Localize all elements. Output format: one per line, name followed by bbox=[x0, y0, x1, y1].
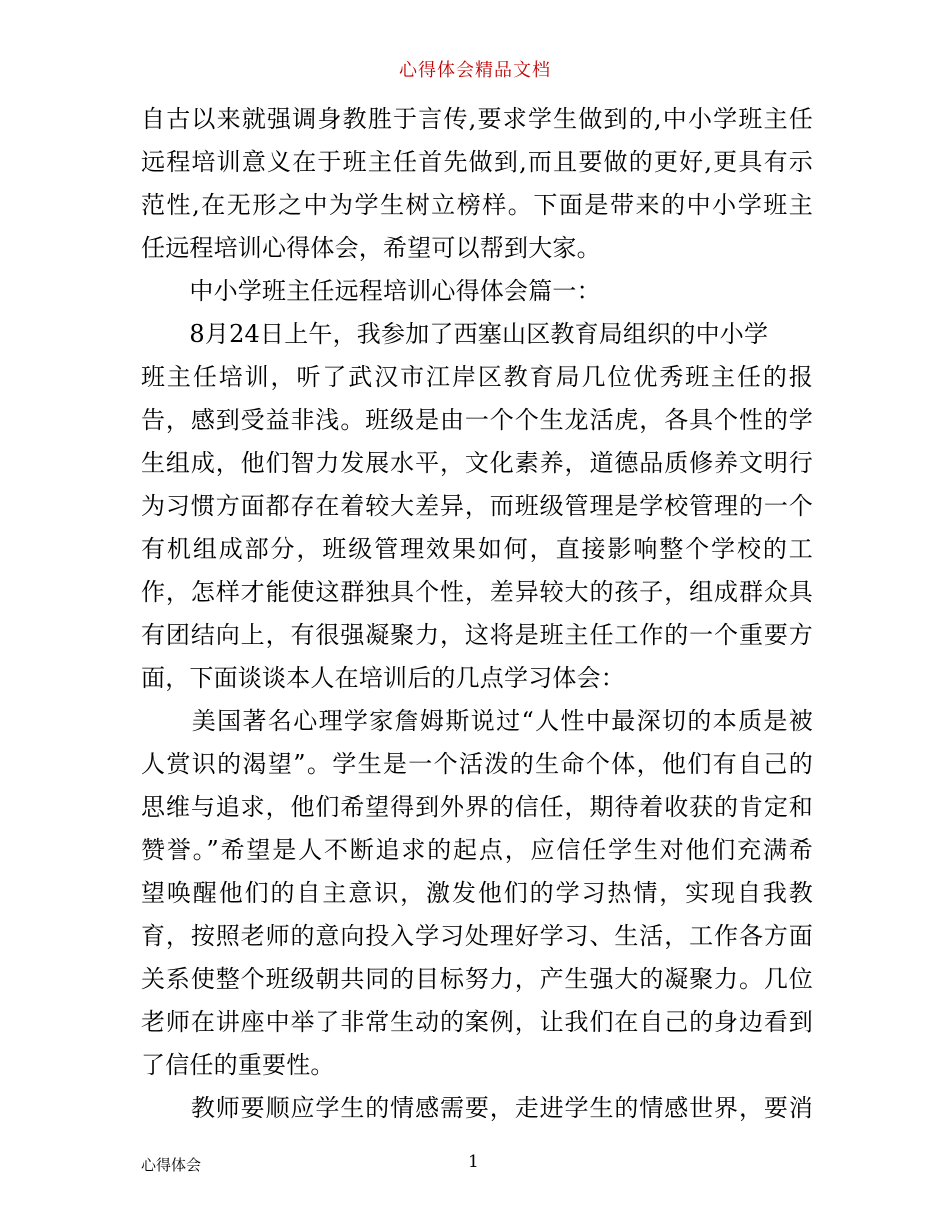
text-line: 范性,在无形之中为学生树立榜样。下面是带来的中小学班主 bbox=[141, 191, 813, 219]
footer-label: 心得体会 bbox=[141, 1156, 202, 1174]
text-line: 人赏识的渴望”。学生是一个活泼的生命个体，他们有自己的 bbox=[141, 750, 813, 778]
text-line: 班主任培训，听了武汉市江岸区教育局几位优秀班主任的报 bbox=[141, 363, 813, 391]
text-line: 8月24日上午，我参加了西塞山区教育局组织的中小学 bbox=[141, 320, 769, 348]
text-line: 美国著名心理学家詹姆斯说过“人性中最深切的本质是被 bbox=[141, 707, 813, 735]
text-line: 关系使整个班级朝共同的目标努力，产生强大的凝聚力。几位 bbox=[141, 965, 813, 993]
text-line: 思维与追求，他们希望得到外界的信任，期待着收获的肯定和 bbox=[141, 793, 813, 821]
text-line: 面，下面谈谈本人在培训后的几点学习体会： bbox=[141, 664, 625, 692]
text-line: 望唤醒他们的自主意识，激发他们的学习热情，实现自我教 bbox=[141, 879, 813, 907]
text-line: 育，按照老师的意向投入学习处理好学习、生活，工作各方面 bbox=[141, 922, 813, 950]
text-line: 任远程培训心得体会，希望可以帮到大家。 bbox=[141, 234, 601, 262]
text-line: 生组成，他们智力发展水平，文化素养，道德品质修养文明行 bbox=[141, 449, 813, 477]
text-line: 自古以来就强调身教胜于言传,要求学生做到的,中小学班主任 bbox=[141, 105, 813, 133]
text-line: 为习惯方面都存在着较大差异，而班级管理是学校管理的一个 bbox=[141, 492, 813, 520]
text-line: 告，感到受益非浅。班级是由一个个生龙活虎，各具个性的学 bbox=[141, 406, 813, 434]
text-line: 教师要顺应学生的情感需要，走进学生的情感世界，要消 bbox=[141, 1094, 813, 1122]
text-line: 有机组成部分，班级管理效果如何，直接影响整个学校的工 bbox=[141, 535, 813, 563]
text-line: 作，怎样才能使这群独具个性，差异较大的孩子，组成群众具 bbox=[141, 578, 813, 606]
text-line: 有团结向上，有很强凝聚力，这将是班主任工作的一个重要方 bbox=[141, 621, 813, 649]
document-body bbox=[141, 98, 813, 1130]
text-line: 了信任的重要性。 bbox=[141, 1051, 335, 1079]
page-number: 1 bbox=[468, 1152, 479, 1172]
text-line: 老师在讲座中举了非常生动的案例，让我们在自己的身边看到 bbox=[141, 1008, 813, 1036]
text-line: 赞誉。”希望是人不断追求的起点，应信任学生对他们充满希 bbox=[141, 836, 813, 864]
text-line: 中小学班主任远程培训心得体会篇一： bbox=[141, 277, 601, 305]
page-header-title: 心得体会精品文档 bbox=[399, 60, 551, 81]
text-line: 远程培训意义在于班主任首先做到,而且要做的更好,更具有示 bbox=[141, 148, 813, 176]
